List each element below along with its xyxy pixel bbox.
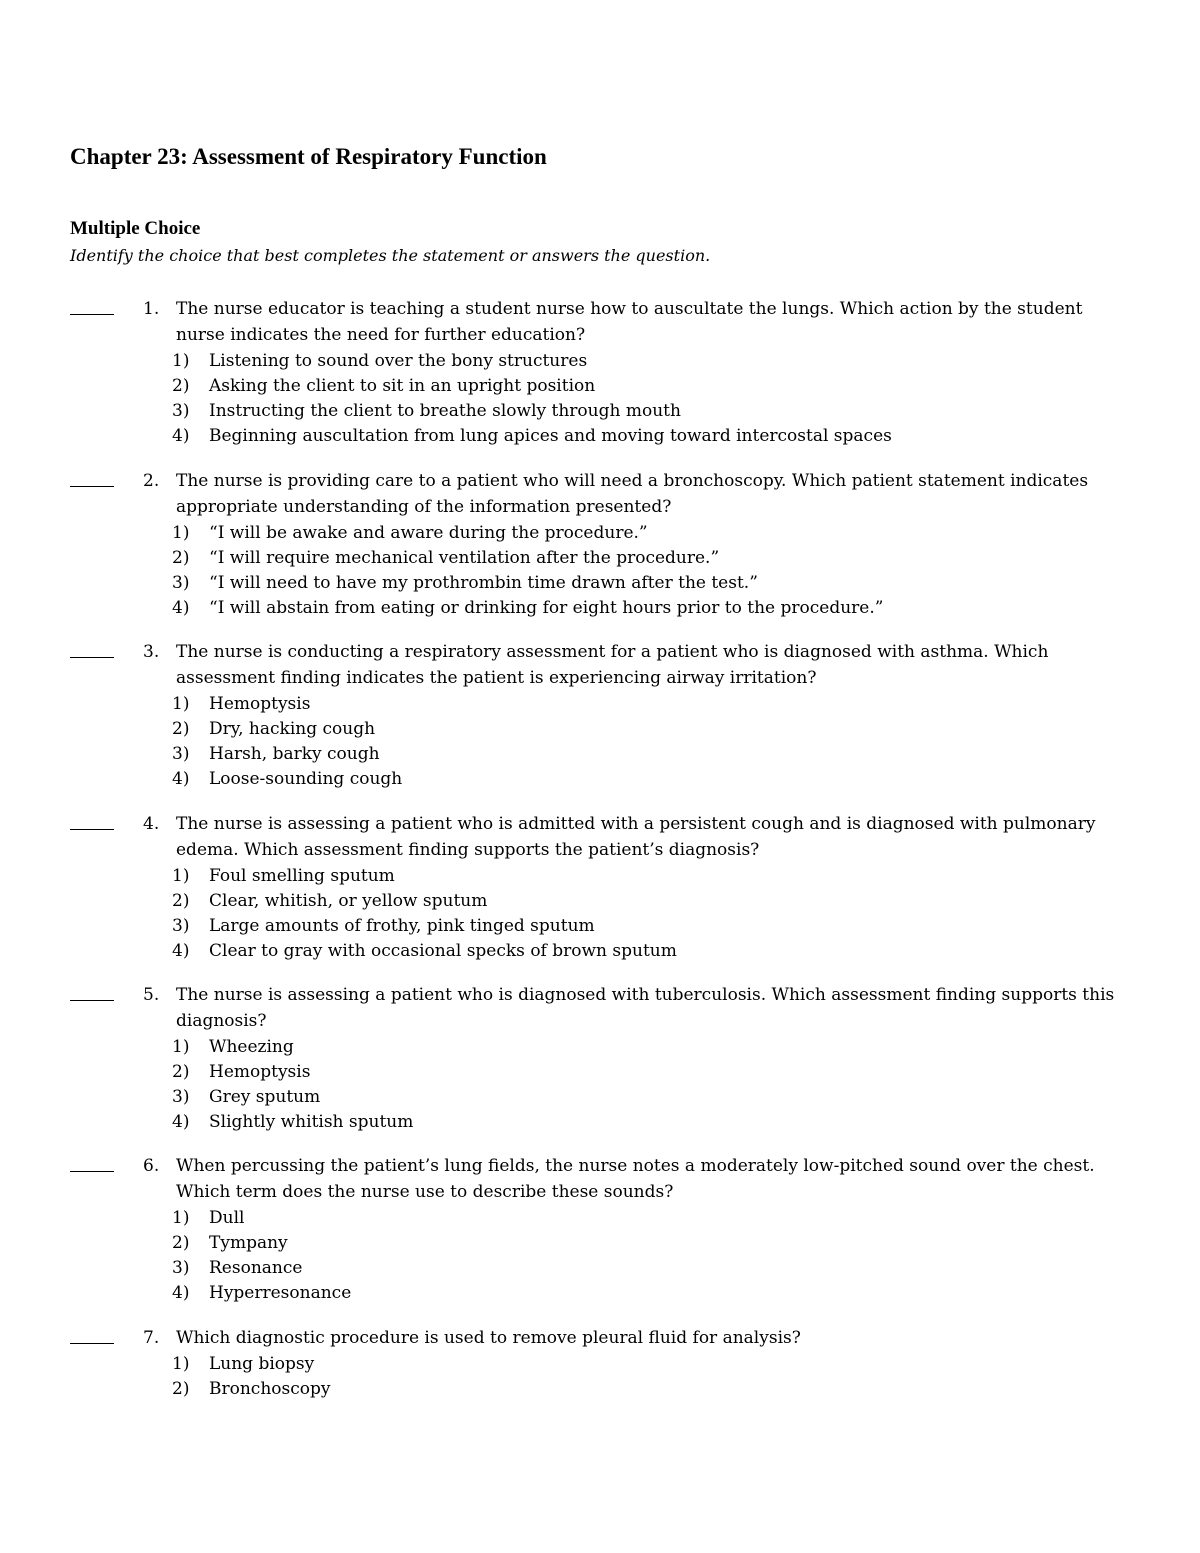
answer-option (172, 424, 892, 449)
answer-blank[interactable] (70, 983, 114, 1001)
option-number: 2) (172, 1379, 190, 1399)
answer-option (172, 374, 892, 399)
option-number: 3) (172, 573, 190, 593)
option-text: Asking the client to sit in an upright position (209, 376, 596, 396)
option-number: 4) (172, 1283, 190, 1303)
answer-options (172, 692, 402, 792)
option-number: 4) (172, 598, 190, 618)
option-number: 3) (172, 916, 190, 936)
answer-blank[interactable] (70, 297, 114, 315)
answer-option (172, 596, 883, 621)
answer-options (172, 864, 677, 964)
option-text: Dull (209, 1208, 245, 1228)
answer-option (172, 1377, 330, 1402)
option-number: 4) (172, 1112, 190, 1132)
question-text: The nurse is providing care to a patient who will need a bronchoscopy. Which patient statement indicates appropriate understanding of the information presented? (176, 471, 1089, 517)
answer-option (172, 767, 402, 792)
option-number: 1) (172, 1208, 190, 1228)
option-text: “I will need to have my prothrombin time drawn after the test.” (209, 573, 758, 593)
option-number: 4) (172, 769, 190, 789)
answer-options (172, 521, 883, 621)
option-text: Resonance (209, 1258, 303, 1278)
option-number: 1) (172, 351, 190, 371)
answer-option (172, 1110, 413, 1135)
option-text: Dry, hacking cough (209, 719, 376, 739)
answer-blank[interactable] (70, 1326, 114, 1344)
option-text: Wheezing (209, 1037, 294, 1057)
answer-blank[interactable] (70, 469, 114, 487)
answer-blank[interactable] (70, 640, 114, 658)
question-text: Which diagnostic procedure is used to remove pleural fluid for analysis? (176, 1328, 801, 1348)
answer-option (172, 349, 892, 374)
question-text: The nurse is assessing a patient who is admitted with a persistent cough and is diagnosed with pulmonary edema. Which assessment finding supports the patient’s diagnosis? (176, 814, 1096, 860)
option-number: 1) (172, 694, 190, 714)
option-text: “I will abstain from eating or drinking for eight hours prior to the procedure.” (209, 598, 884, 618)
answer-option (172, 1206, 351, 1231)
option-text: Hemoptysis (209, 1062, 311, 1082)
option-text: Large amounts of frothy, pink tinged sputum (209, 916, 595, 936)
answer-option (172, 1352, 330, 1377)
answer-option (172, 1060, 413, 1085)
option-number: 3) (172, 744, 190, 764)
question-text: The nurse is assessing a patient who is diagnosed with tuberculosis. Which assessment finding supports this diagnosis? (176, 985, 1115, 1031)
option-number: 3) (172, 1258, 190, 1278)
option-number: 2) (172, 719, 190, 739)
answer-options (172, 1035, 413, 1135)
option-text: “I will be awake and aware during the procedure.” (209, 523, 648, 543)
option-number: 3) (172, 401, 190, 421)
option-text: Tympany (209, 1233, 288, 1253)
answer-option (172, 546, 883, 571)
option-number: 1) (172, 1037, 190, 1057)
option-number: 2) (172, 1233, 190, 1253)
option-number: 1) (172, 1354, 190, 1374)
answer-option (172, 889, 677, 914)
answer-blank[interactable] (70, 812, 114, 830)
option-number: 2) (172, 1062, 190, 1082)
question-text: The nurse is conducting a respiratory assessment for a patient who is diagnosed with asthma. Which assessment finding indicates the patient is experiencing airway irritation? (176, 642, 1049, 688)
answer-option (172, 1035, 413, 1060)
option-number: 2) (172, 891, 190, 911)
option-number: 2) (172, 376, 190, 396)
answer-options (172, 1206, 351, 1306)
answer-option (172, 521, 883, 546)
option-number: 2) (172, 548, 190, 568)
option-text: Beginning auscultation from lung apices and moving toward intercostal spaces (209, 426, 892, 446)
answer-option (172, 571, 883, 596)
option-number: 1) (172, 866, 190, 886)
answer-option (172, 939, 677, 964)
answer-option (172, 914, 677, 939)
question-number: 2. (143, 471, 160, 491)
option-text: Hemoptysis (209, 694, 311, 714)
answer-option (172, 1085, 413, 1110)
answer-option (172, 864, 677, 889)
option-text: Clear, whitish, or yellow sputum (209, 891, 488, 911)
question-number: 7. (143, 1328, 160, 1348)
option-number: 3) (172, 1087, 190, 1107)
question-text: When percussing the patient’s lung fields, the nurse notes a moderately low-pitched sound over the chest. Which term does the nurse use to describe these sounds? (176, 1156, 1095, 1202)
answer-option (172, 1231, 351, 1256)
option-text: Harsh, barky cough (209, 744, 380, 764)
answer-options (172, 1352, 330, 1402)
question-number: 4. (143, 814, 160, 834)
page-title: Chapter 23: Assessment of Respiratory Function (70, 144, 547, 169)
option-text: Slightly whitish sputum (209, 1112, 414, 1132)
option-text: “I will require mechanical ventilation after the procedure.” (209, 548, 720, 568)
option-text: Clear to gray with occasional specks of brown sputum (209, 941, 677, 961)
answer-option (172, 399, 892, 424)
instructions-text: Identify the choice that best completes the statement or answers the question. (70, 246, 711, 265)
option-text: Lung biopsy (209, 1354, 315, 1374)
answer-option (172, 717, 402, 742)
section-title: Multiple Choice (70, 218, 201, 239)
option-text: Loose-sounding cough (209, 769, 403, 789)
question-number: 3. (143, 642, 160, 662)
option-text: Bronchoscopy (209, 1379, 331, 1399)
option-number: 1) (172, 523, 190, 543)
option-number: 4) (172, 941, 190, 961)
question-number: 5. (143, 985, 160, 1005)
answer-option (172, 692, 402, 717)
option-text: Foul smelling sputum (209, 866, 395, 886)
option-number: 4) (172, 426, 190, 446)
question-text: The nurse educator is teaching a student nurse how to auscultate the lungs. Which action by the student nurse indicates the need for further education? (176, 299, 1083, 345)
option-text: Listening to sound over the bony structures (209, 351, 588, 371)
answer-options (172, 349, 892, 449)
answer-option (172, 1256, 351, 1281)
option-text: Grey sputum (209, 1087, 321, 1107)
answer-blank[interactable] (70, 1154, 114, 1172)
option-text: Instructing the client to breathe slowly through mouth (209, 401, 681, 421)
question-number: 1. (143, 299, 160, 319)
answer-option (172, 742, 402, 767)
option-text: Hyperresonance (209, 1283, 352, 1303)
question-number: 6. (143, 1156, 160, 1176)
answer-option (172, 1281, 351, 1306)
